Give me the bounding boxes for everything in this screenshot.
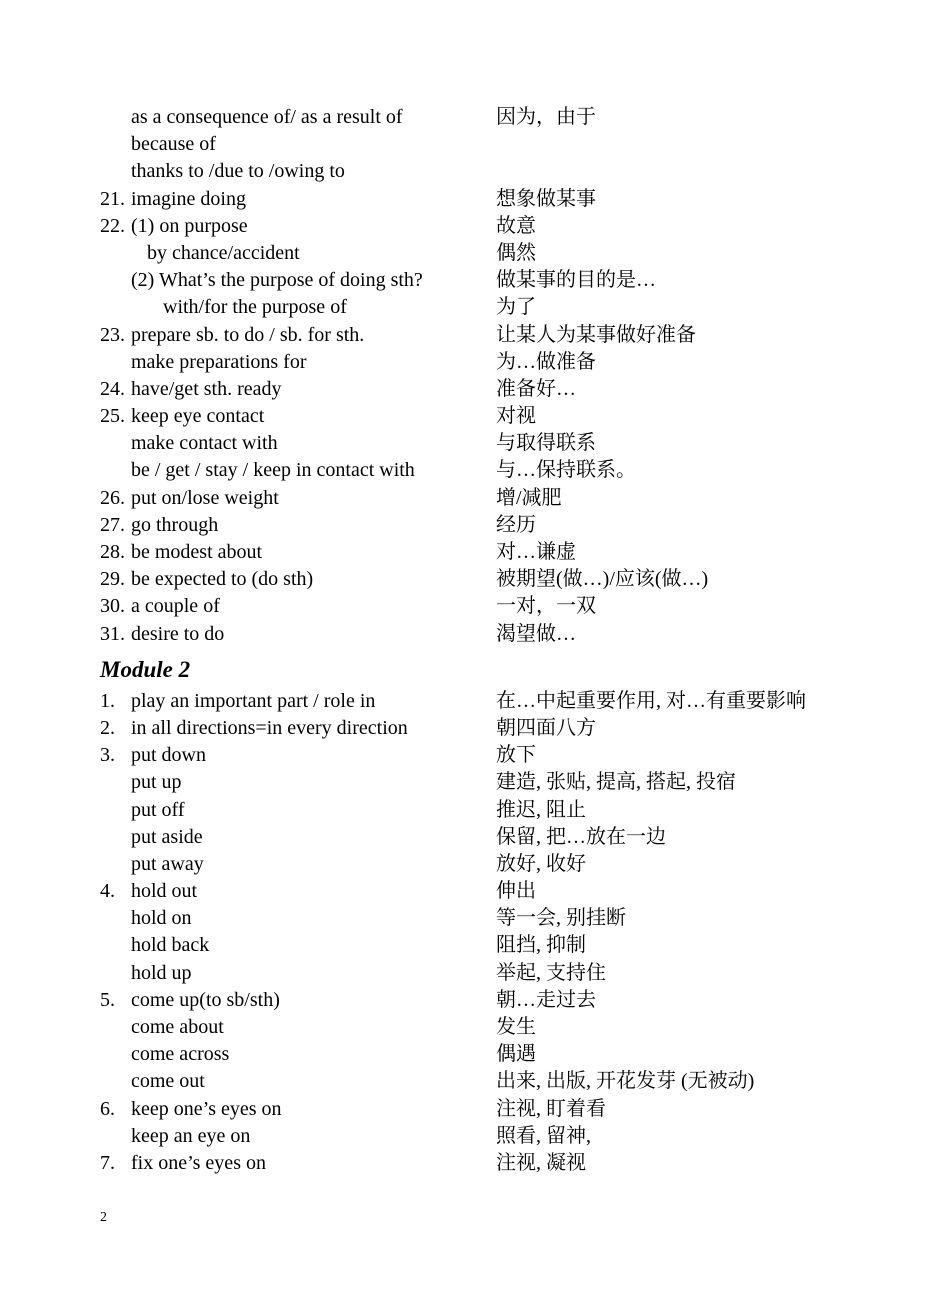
- english-phrase: come up(to sb/sth): [131, 988, 280, 1011]
- chinese-meaning: 为了: [496, 296, 536, 319]
- chinese-meaning: 出来, 出版, 开花发芽 (无被动): [496, 1070, 755, 1093]
- vocab-row: [0, 512, 950, 539]
- english-phrase: come across: [131, 1043, 230, 1066]
- vocab-row: [0, 1041, 950, 1068]
- english-phrase: put aside: [131, 825, 203, 848]
- vocab-row: [0, 905, 950, 932]
- item-number: 26.: [100, 486, 125, 509]
- english-phrase: have/get sth. ready: [131, 377, 282, 400]
- english-phrase: play an important part / role in: [131, 689, 376, 712]
- chinese-meaning: 照看, 留神,: [496, 1124, 591, 1147]
- chinese-meaning: 增/减肥: [496, 486, 562, 509]
- english-phrase: prepare sb. to do / sb. for sth.: [131, 323, 365, 346]
- english-phrase: put down: [131, 744, 206, 767]
- vocab-row: [0, 1123, 950, 1150]
- vocab-row: [0, 769, 950, 796]
- item-number: 23.: [100, 323, 125, 346]
- english-phrase: imagine doing: [131, 187, 246, 210]
- english-phrase: keep an eye on: [131, 1124, 251, 1147]
- vocab-row: [0, 824, 950, 851]
- chinese-meaning: 想象做某事: [496, 187, 596, 210]
- vocab-row: [0, 1014, 950, 1041]
- vocab-row: [0, 932, 950, 959]
- chinese-meaning: 经历: [496, 513, 536, 536]
- english-phrase: put up: [131, 771, 182, 794]
- module-heading: Module 2: [100, 656, 191, 682]
- english-phrase: come out: [131, 1070, 205, 1093]
- chinese-meaning: 放下: [496, 744, 536, 767]
- item-number: 31.: [100, 622, 125, 645]
- item-number: 30.: [100, 595, 125, 618]
- vocab-row: [0, 960, 950, 987]
- chinese-meaning: 准备好…: [496, 377, 576, 400]
- english-phrase: because of: [131, 133, 216, 156]
- item-number: 3.: [100, 744, 115, 767]
- item-number: 28.: [100, 541, 125, 563]
- vocab-row: [0, 158, 950, 185]
- chinese-meaning: 注视, 凝视: [496, 1151, 586, 1174]
- chinese-meaning: 对…谦虚: [496, 541, 576, 563]
- vocabulary-list: [0, 104, 950, 1177]
- english-phrase: hold back: [131, 934, 210, 957]
- chinese-meaning: 与取得联系: [496, 432, 596, 455]
- chinese-meaning: 等一会, 别挂断: [496, 907, 626, 930]
- english-phrase: put off: [131, 798, 185, 821]
- vocab-row: [0, 131, 950, 158]
- item-number: 25.: [100, 405, 125, 428]
- chinese-meaning: 为…做准备: [496, 350, 596, 373]
- page-number: 2: [100, 1210, 107, 1225]
- vocab-row: [0, 987, 950, 1014]
- vocab-row: [0, 593, 950, 620]
- chinese-meaning: 故意: [496, 214, 536, 237]
- chinese-meaning: 一对，一双: [496, 595, 596, 618]
- vocab-row: [0, 457, 950, 484]
- english-phrase: by chance/accident: [147, 241, 300, 264]
- chinese-meaning: 让某人为某事做好准备: [496, 323, 696, 346]
- english-phrase: fix one’s eyes on: [131, 1151, 266, 1174]
- chinese-meaning: 做某事的目的是…: [496, 269, 656, 292]
- module-heading-row: [0, 648, 950, 688]
- item-number: 29.: [100, 568, 125, 591]
- chinese-meaning: 在…中起重要作用, 对…有重要影响: [496, 689, 806, 712]
- vocab-row: [0, 566, 950, 593]
- vocab-row: [0, 485, 950, 512]
- chinese-meaning: 举起, 支持住: [496, 961, 606, 984]
- chinese-meaning: 建造, 张贴, 提高, 搭起, 投宿: [496, 771, 736, 794]
- item-number: 2.: [100, 716, 115, 739]
- vocab-row: [0, 742, 950, 769]
- chinese-meaning: 渴望做…: [496, 622, 576, 645]
- english-phrase: hold up: [131, 961, 192, 984]
- english-phrase: (1) on purpose: [131, 214, 248, 237]
- english-phrase: keep one’s eyes on: [131, 1097, 282, 1120]
- item-number: 6.: [100, 1097, 115, 1120]
- english-phrase: in all directions=in every direction: [131, 716, 408, 739]
- english-phrase: make preparations for: [131, 350, 307, 373]
- vocab-row: [0, 878, 950, 905]
- item-number: 21.: [100, 187, 125, 210]
- vocab-row: [0, 1150, 950, 1177]
- chinese-meaning: 发生: [496, 1016, 536, 1038]
- english-phrase: thanks to /due to /owing to: [131, 160, 345, 183]
- english-phrase: make contact with: [131, 432, 278, 455]
- english-phrase: a couple of: [131, 595, 220, 618]
- english-phrase: come about: [131, 1016, 224, 1038]
- vocab-row: [0, 240, 950, 267]
- vocab-row: [0, 104, 950, 131]
- english-phrase: as a consequence of/ as a result of: [131, 106, 403, 128]
- vocab-row: [0, 376, 950, 403]
- english-phrase: put away: [131, 852, 204, 875]
- english-phrase: keep eye contact: [131, 405, 265, 428]
- chinese-meaning: 对视: [496, 405, 536, 428]
- chinese-meaning: 伸出: [496, 880, 536, 903]
- english-phrase: go through: [131, 513, 219, 536]
- vocab-row: [0, 539, 950, 566]
- vocab-row: [0, 1096, 950, 1123]
- english-phrase: hold out: [131, 880, 198, 903]
- vocab-row: [0, 851, 950, 878]
- english-phrase: be / get / stay / keep in contact with: [131, 459, 415, 482]
- item-number: 5.: [100, 988, 115, 1011]
- chinese-meaning: 朝四面八方: [496, 716, 596, 739]
- vocab-row: [0, 322, 950, 349]
- vocab-row: [0, 403, 950, 430]
- chinese-meaning: 推迟, 阻止: [496, 798, 586, 821]
- chinese-meaning: 朝…走过去: [496, 988, 596, 1011]
- item-number: 4.: [100, 880, 115, 903]
- item-number: 24.: [100, 377, 125, 400]
- vocab-row: [0, 213, 950, 240]
- english-phrase: (2) What’s the purpose of doing sth?: [131, 269, 423, 292]
- chinese-meaning: 保留, 把…放在一边: [496, 825, 666, 848]
- english-phrase: be expected to (do sth): [131, 568, 314, 591]
- english-phrase: be modest about: [131, 541, 263, 563]
- chinese-meaning: 与…保持联系。: [496, 459, 636, 482]
- chinese-meaning: 因为，由于: [496, 106, 596, 128]
- vocab-row: [0, 1068, 950, 1095]
- chinese-meaning: 放好, 收好: [496, 852, 586, 875]
- vocab-row: [0, 294, 950, 321]
- vocab-row: [0, 797, 950, 824]
- chinese-meaning: 阻挡, 抑制: [496, 934, 586, 957]
- english-phrase: put on/lose weight: [131, 486, 279, 509]
- vocab-row: [0, 267, 950, 294]
- vocab-row: [0, 715, 950, 742]
- chinese-meaning: 注视, 盯着看: [496, 1097, 606, 1120]
- english-phrase: desire to do: [131, 622, 225, 645]
- item-number: 1.: [100, 689, 115, 712]
- item-number: 27.: [100, 513, 125, 536]
- vocab-row: [0, 621, 950, 648]
- vocab-row: [0, 349, 950, 376]
- item-number: 7.: [100, 1151, 115, 1174]
- chinese-meaning: 偶然: [496, 241, 536, 264]
- chinese-meaning: 偶遇: [496, 1043, 536, 1066]
- item-number: 22.: [100, 214, 125, 237]
- vocab-row: [0, 430, 950, 457]
- vocab-row: [0, 688, 950, 715]
- english-phrase: hold on: [131, 907, 192, 930]
- vocab-row: [0, 186, 950, 213]
- chinese-meaning: 被期望(做…)/应该(做…): [496, 568, 709, 591]
- english-phrase: with/for the purpose of: [163, 296, 347, 319]
